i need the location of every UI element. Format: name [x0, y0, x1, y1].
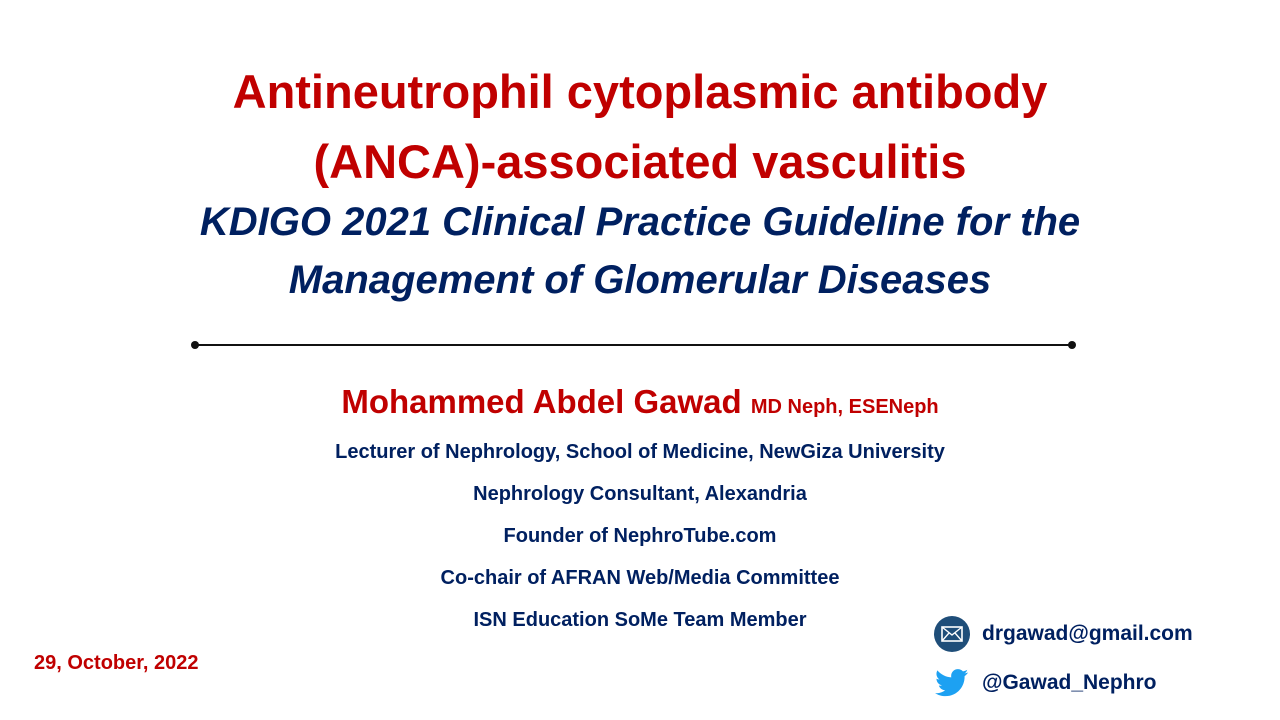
twitter-handle: @Gawad_Nephro: [982, 671, 1157, 694]
email-address: drgawad@gmail.com: [982, 622, 1193, 645]
twitter-bird-icon: [934, 665, 970, 701]
affiliation: Co-chair of AFRAN Web/Media Committee: [440, 567, 840, 589]
divider: [195, 344, 1072, 346]
affiliation: ISN Education SoMe Team Member: [473, 609, 807, 631]
affiliation: Lecturer of Nephrology, School of Medicine, NewGiza University: [335, 441, 945, 463]
email-contact: [934, 616, 1193, 652]
divider-right-dot: [1068, 341, 1076, 349]
subtitle-line-1: KDIGO 2021 Clinical Practice Guideline for the: [199, 200, 1081, 244]
divider-left-dot: [191, 341, 199, 349]
author-credentials: MD Neph, ESENeph: [750, 396, 939, 418]
affiliation: Founder of NephroTube.com: [503, 525, 777, 547]
twitter-contact: [934, 665, 1157, 701]
author-name: Mohammed Abdel Gawad: [341, 383, 742, 420]
title-line-2: (ANCA)-associated vasculitis: [313, 135, 967, 188]
envelope-icon: [934, 616, 970, 652]
subtitle-line-2: Management of Glomerular Diseases: [288, 258, 992, 302]
presentation-date: 29, October, 2022: [34, 652, 199, 674]
author: [0, 383, 1280, 421]
affiliation: Nephrology Consultant, Alexandria: [473, 483, 807, 505]
title-line-1: Antineutrophil cytoplasmic antibody: [232, 65, 1048, 118]
